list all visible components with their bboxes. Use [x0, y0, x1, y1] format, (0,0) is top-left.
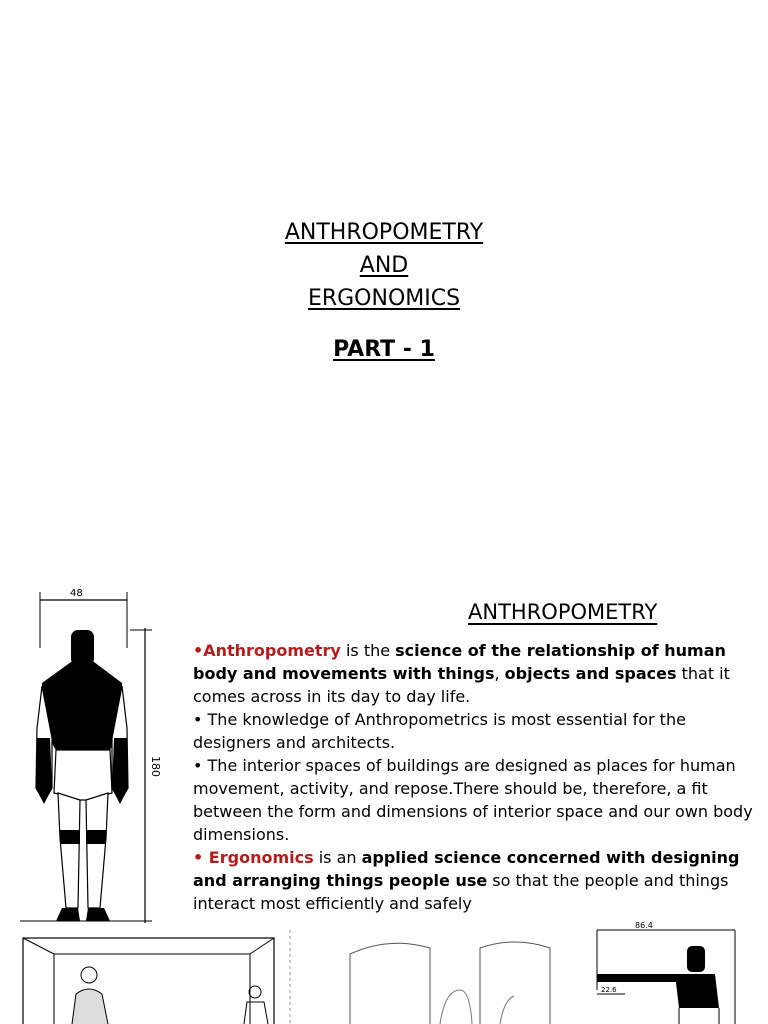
dimension-label-top: 86.4 — [635, 921, 653, 930]
reach-figure-svg — [595, 921, 755, 1024]
figure-width-label: 48 — [70, 588, 83, 599]
slide-body — [193, 639, 753, 915]
arches-sketch — [290, 930, 590, 1024]
text-fragment: , — [494, 664, 505, 683]
text-fragment: is an — [313, 848, 362, 867]
reach-figure-sketch — [595, 921, 755, 1024]
text-fragment: is the — [340, 641, 396, 660]
bold-fragment: science of the relationship of human body and movements with things — [193, 641, 726, 683]
room-sketch-left — [22, 930, 276, 1024]
bold-fragment: applied science concerned with designing and arranging things people use — [193, 848, 740, 890]
document-title — [0, 216, 768, 366]
paragraph-knowledge: • The knowledge of Anthropometrics is most essential for the designers and architects. — [193, 710, 686, 752]
text-fragment: so that the people and things interact most efficiently and safely — [193, 871, 729, 913]
term-ergonomics: • Ergonomics — [193, 848, 314, 867]
paragraph-anthropometry-definition — [193, 639, 753, 708]
title-line-ergonomics: ERGONOMICS — [307, 286, 461, 311]
dimension-label-arm: 22.6 — [601, 986, 617, 994]
text-fragment: that it comes across in its day to day life. — [193, 664, 730, 706]
figure-height-label: 180 — [149, 756, 162, 777]
room-sketch-left-svg — [22, 930, 276, 1024]
paragraph-ergonomics-definition — [193, 846, 753, 915]
title-line-anthropometry: ANTHROPOMETRY — [284, 220, 484, 245]
slide-heading: ANTHROPOMETRY — [468, 600, 658, 624]
title-line-and: AND — [359, 253, 409, 278]
title-part: PART - 1 — [333, 337, 435, 362]
term-anthropometry: •Anthropometry — [193, 641, 341, 660]
arches-sketch-svg — [290, 930, 590, 1024]
bold-fragment: objects and spaces — [504, 664, 677, 683]
paragraph-interior-spaces: • The interior spaces of buildings are designed as places for human movement, activity, and repose.There should be, therefore, a fit between the form and dimensions of interior space and our own body dimensions. — [193, 756, 753, 844]
human-figure-diagram — [20, 578, 170, 928]
human-figure-svg — [20, 578, 170, 928]
